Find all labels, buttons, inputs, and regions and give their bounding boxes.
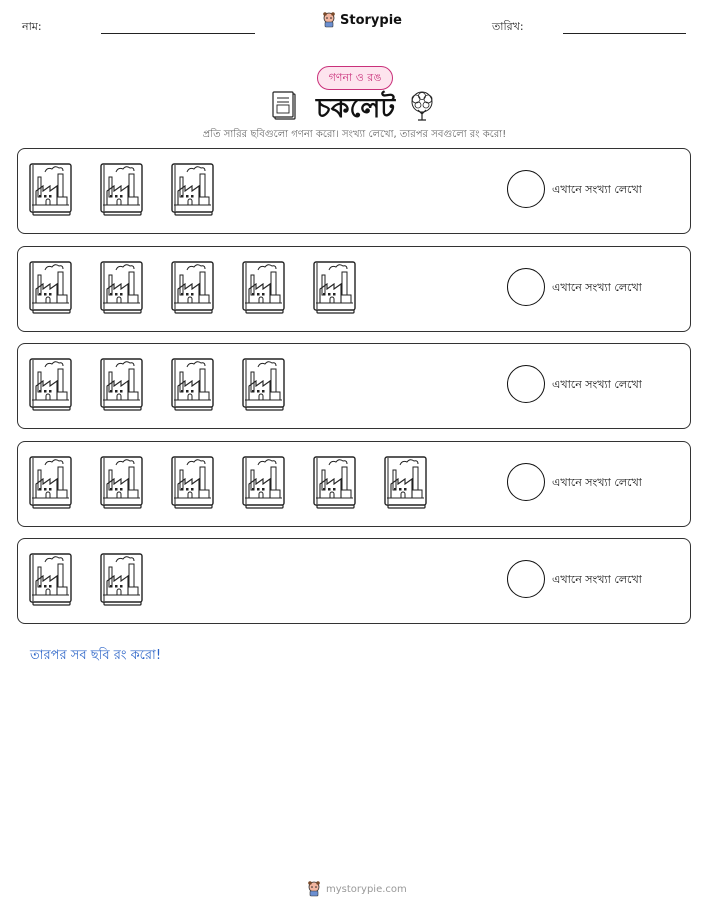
factory-book-icon[interactable] (241, 356, 289, 412)
factory-book-icon[interactable] (170, 259, 218, 315)
date-input-line[interactable] (563, 33, 686, 34)
page-title: চকলেট (316, 93, 396, 124)
storypie-logo-icon (307, 881, 321, 897)
factory-book-icon[interactable] (312, 259, 360, 315)
answer-prompt: এখানে সংখ্যা লেখো (552, 280, 642, 294)
site-url: mystorypie.com (326, 883, 407, 895)
factory-book-icon[interactable] (170, 161, 218, 217)
factory-book-icon[interactable] (170, 454, 218, 510)
answer-prompt: এখানে সংখ্যা লেখো (552, 475, 642, 489)
answer-prompt: এখানে সংখ্যা লেখো (552, 378, 642, 391)
factory-book-icon[interactable] (99, 259, 147, 315)
factory-book-icon[interactable] (28, 551, 76, 607)
factory-book-icon[interactable] (28, 259, 76, 315)
brand-name: Storypie (340, 12, 402, 28)
factory-book-icon[interactable] (99, 551, 147, 607)
factory-book-icon[interactable] (28, 161, 76, 217)
category-tag: গণনা ও রঙ (317, 66, 393, 90)
instructions: প্রতি সারির ছবিগুলো গণনা করো। সংখ্যা লেখো, তারপর সবগুলো রং করো! (202, 129, 507, 140)
picture-group (28, 161, 218, 217)
picture-group (28, 259, 360, 315)
answer-circle[interactable] (507, 560, 545, 598)
storypie-logo-icon (322, 12, 336, 28)
footer-note: তারপর সব ছবি রং করো! (30, 648, 162, 663)
count-row (17, 538, 691, 624)
factory-book-icon[interactable] (383, 454, 431, 510)
book-icon (272, 91, 298, 121)
factory-book-icon[interactable] (241, 454, 289, 510)
count-row (17, 441, 691, 527)
brand (322, 12, 402, 28)
site-footer (307, 881, 407, 897)
name-label: নাম: (22, 20, 42, 33)
picture-group (28, 356, 289, 412)
factory-book-icon[interactable] (99, 161, 147, 217)
factory-book-icon[interactable] (28, 356, 76, 412)
answer-circle[interactable] (507, 268, 545, 306)
picture-group (28, 454, 431, 510)
factory-book-icon[interactable] (99, 356, 147, 412)
answer-prompt: এখানে সংখ্যা লেখো (552, 183, 642, 196)
answer-prompt: এখানে সংখ্যা লেখো (552, 573, 642, 586)
picture-group (28, 551, 147, 607)
factory-book-icon[interactable] (28, 454, 76, 510)
answer-circle[interactable] (507, 365, 545, 403)
answer-circle[interactable] (507, 170, 545, 208)
tree-icon (407, 90, 437, 122)
factory-book-icon[interactable] (170, 356, 218, 412)
factory-book-icon[interactable] (99, 454, 147, 510)
name-input-line[interactable] (101, 33, 255, 34)
date-label: তারিখ: (492, 20, 524, 33)
count-row (17, 148, 691, 234)
answer-circle[interactable] (507, 463, 545, 501)
factory-book-icon[interactable] (312, 454, 360, 510)
title-row (268, 88, 448, 124)
count-row (17, 343, 691, 429)
factory-book-icon[interactable] (241, 259, 289, 315)
count-row (17, 246, 691, 332)
